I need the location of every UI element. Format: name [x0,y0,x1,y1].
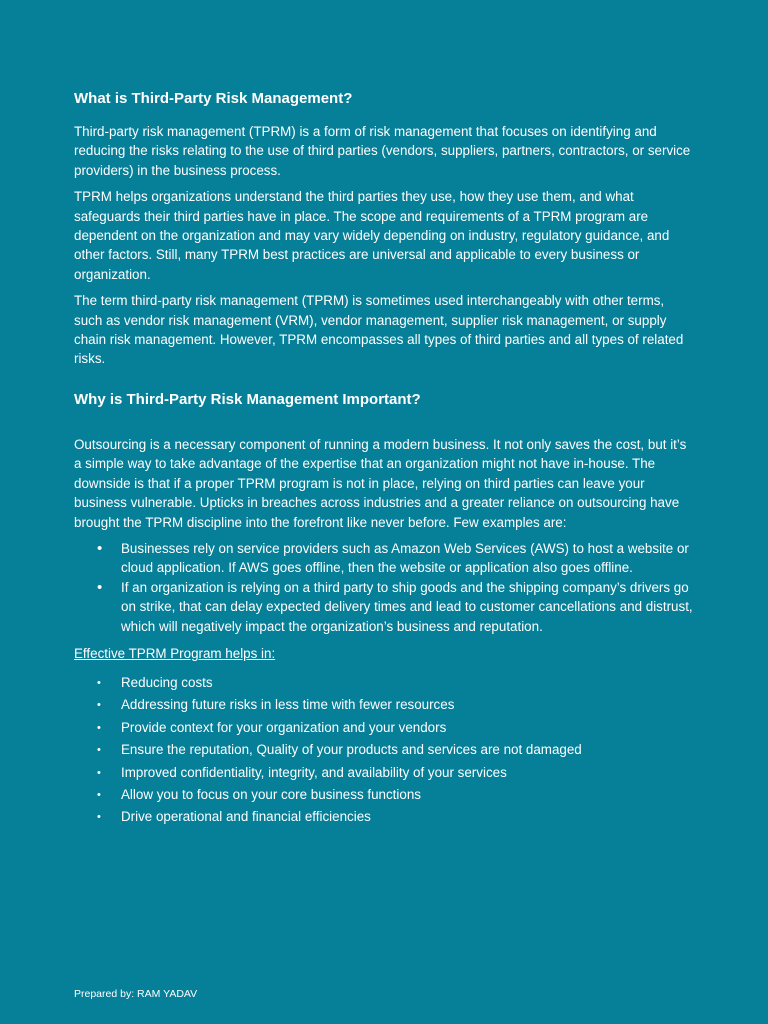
list-item-benefit: • Allow you to focus on your core business functions [74,784,696,806]
list-item-benefit: • Improved confidentiality, integrity, and availability of your services [74,762,696,784]
paragraph-definition: Third-party risk management (TPRM) is a form of risk management that focuses on identifying and reducing the risks relating to the use of third parties (vendors, suppliers, partners, contractors, or service providers) in the business process. [74,124,691,178]
list-item-example-shipping: • If an organization is relying on a third party to ship goods and the shipping company’s drivers go on strike, that can delay expected delivery times and lead to customer cancellations and distrust, which will negatively impact the organization’s business and reputation. [74,578,696,636]
list-item-example-aws: • Businesses rely on service providers such as Amazon Web Services (AWS) to host a website or cloud application. If AWS goes offline, then the website or application also goes offline. [74,539,696,578]
section-heading-what-is-tprm: What is Third-Party Risk Management? [74,90,353,107]
list-item-benefit: • Provide context for your organization and your vendors [74,717,696,739]
list-item-benefit: • Reducing costs [74,672,696,694]
examples-list [74,539,696,636]
benefits-subheading: Effective TPRM Program helps in: [74,645,276,661]
list-item-benefit: • Drive operational and financial efficiencies [74,806,696,828]
paragraph-outsourcing: Outsourcing is a necessary component of running a modern business. It not only saves the cost, but it’s a simple way to take advantage of the expertise that an organization might not have in-house. The downside is that if a proper TPRM program is not in place, relying on third parties can leave your business vulnerable. Upticks in breaches across industries and a greater reliance on outsourcing have brought the TPRM discipline into the forefront like never before. Few examples are: [74,436,687,530]
paragraph-term-usage: The term third-party risk management (TPRM) is sometimes used interchangeably with other terms, such as vendor risk management (VRM), vendor management, supplier risk management, or supply chain risk management. However, TPRM encompasses all types of third parties and all types of related risks. [74,293,684,367]
paragraph-tprm-helps: TPRM helps organizations understand the third parties they use, how they use them, and what safeguards their third parties have in place. The scope and requirements of a TPRM program are dependent on the organization and may vary widely depending on industry, regulatory guidance, and other factors. Still, many TPRM best practices are universal and applicable to every business or organization. [74,189,670,282]
footer-prepared-by: Prepared by: RAM YADAV [74,988,198,1000]
list-item-benefit: • Addressing future risks in less time with fewer resources [74,694,696,716]
list-item-benefit: • Ensure the reputation, Quality of your products and services are not damaged [74,739,696,761]
document-page [74,88,696,829]
benefits-list [74,672,696,829]
section-heading-why-important: Why is Third-Party Risk Management Important? [74,390,421,408]
